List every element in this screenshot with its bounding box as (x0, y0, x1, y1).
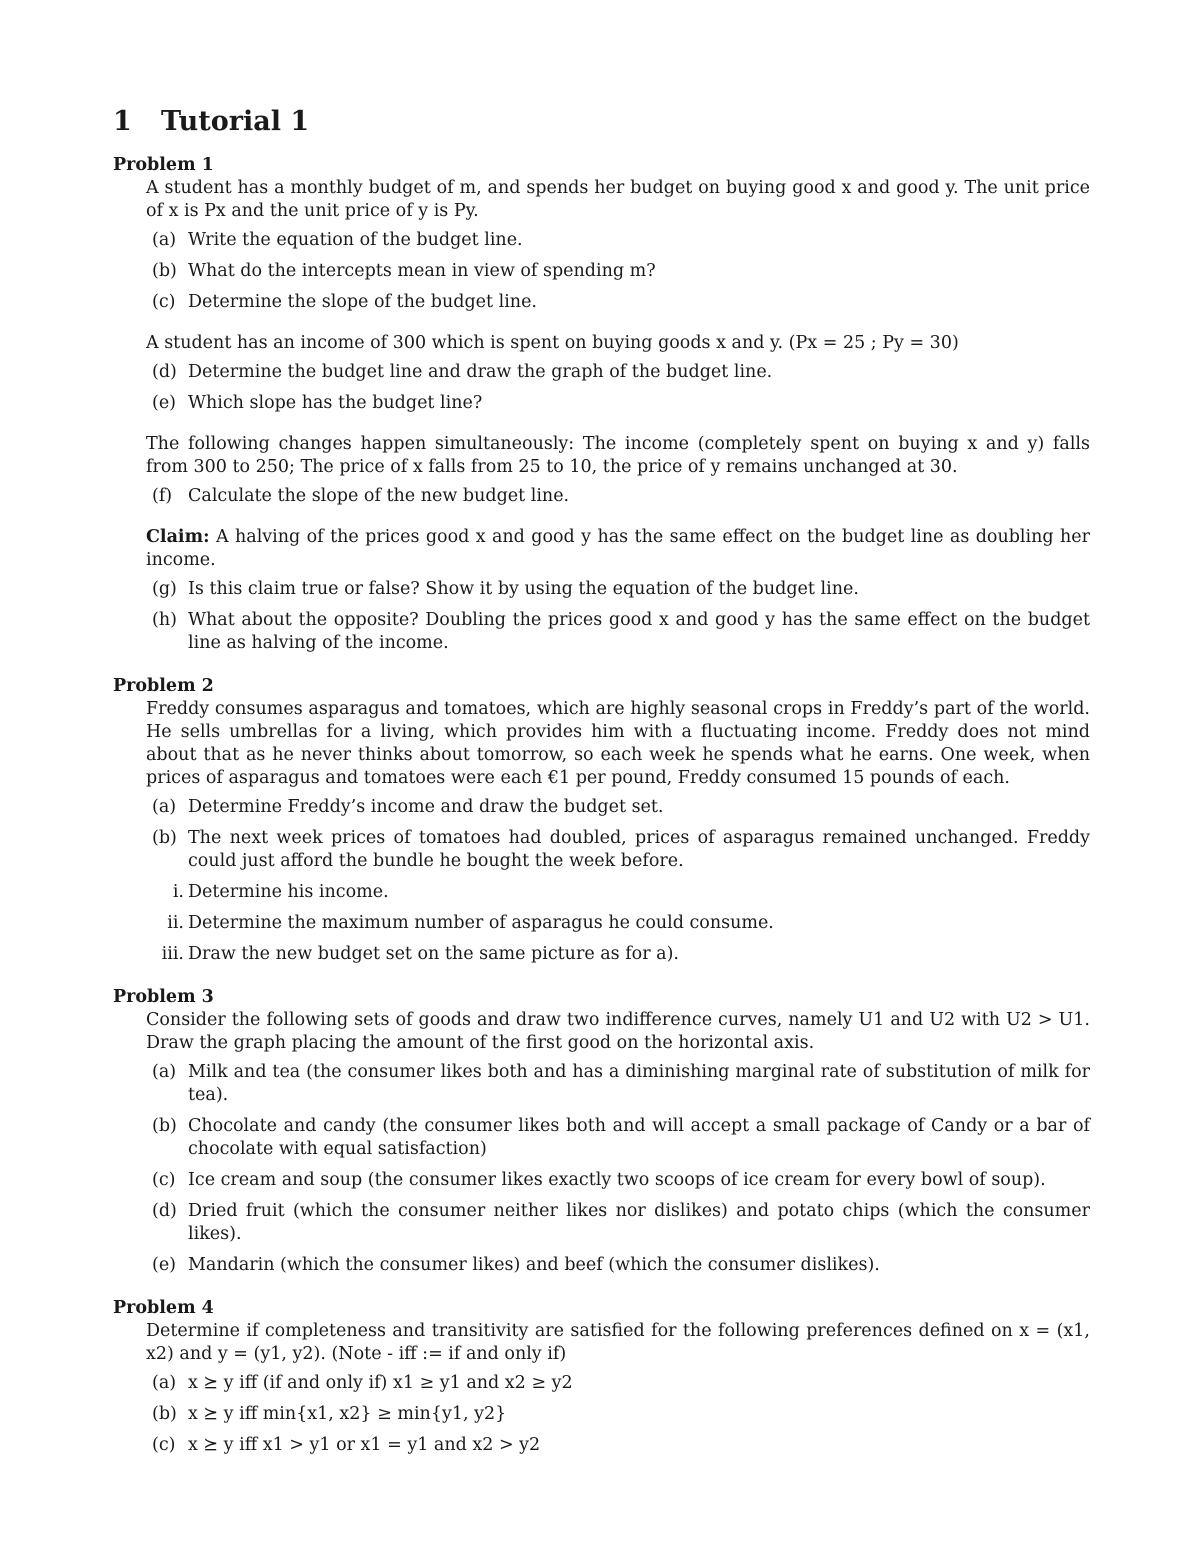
list-item (146, 1434, 1090, 1457)
sub-list-item (146, 881, 1090, 904)
sub-list-item (146, 943, 1090, 966)
claim-text: A halving of the prices good x and good y has the same effect on the budget line as doubling her income. (146, 527, 1090, 570)
problem-1-list-3 (146, 485, 1090, 508)
list-item (146, 1403, 1090, 1426)
list-item (146, 1200, 1090, 1246)
list-item (146, 361, 1090, 384)
problem-1-para-3: The following changes happen simultaneously: The income (completely spent on buying x and y) falls from 300 to 250; The price of x falls from 25 to 10, the price of y remains unchanged at 30. (146, 434, 1090, 477)
item-label: (b) (152, 261, 177, 281)
item-text: Dried fruit (which the consumer neither likes nor dislikes) and potato chips (which the consumer likes). (188, 1201, 1090, 1244)
list-item (146, 1372, 1090, 1395)
list-item (146, 229, 1090, 252)
problem-1-list-2 (146, 361, 1090, 415)
item-text: x ⪰ y iff x1 > y1 or x1 = y1 and x2 > y2 (188, 1435, 541, 1455)
document-page (113, 104, 1090, 1465)
problem-2-intro: Freddy consumes asparagus and tomatoes, which are highly seasonal crops in Freddy’s part of the world. He sells umbrellas for a living, which provides him with a fluctuating income. Freddy does not mind about that as he never thinks about tomorrow, so each week he spends what he earns. One week, when prices of asparagus and tomatoes were each €1 per pound, Freddy consumed 15 pounds of each. (146, 699, 1090, 788)
item-label: (a) (152, 1062, 177, 1082)
item-text: Determine the budget line and draw the graph of the budget line. (188, 362, 773, 382)
item-label: (e) (152, 393, 177, 413)
item-text: Calculate the slope of the new budget line. (188, 486, 570, 506)
problem-1-list-1 (146, 229, 1090, 314)
item-label: (b) (152, 1404, 177, 1424)
item-label: (a) (152, 797, 177, 817)
item-text: Determine the slope of the budget line. (188, 292, 537, 312)
item-label: (g) (152, 579, 177, 599)
item-label: (c) (152, 292, 176, 312)
list-item (146, 392, 1090, 415)
list-item (146, 485, 1090, 508)
item-label: (f) (152, 486, 173, 506)
list-item (146, 1061, 1090, 1107)
item-label: (d) (152, 1201, 177, 1221)
problem-2-body (146, 698, 1090, 966)
list-item (146, 609, 1090, 655)
item-label: (b) (152, 828, 177, 848)
item-label: (a) (152, 230, 177, 250)
problem-1-claim (146, 526, 1090, 572)
item-text: Milk and tea (the consumer likes both and has a diminishing marginal rate of substitution of milk for tea). (188, 1062, 1090, 1105)
item-text: Draw the new budget set on the same picture as for a). (188, 944, 679, 964)
item-text: x ⪰ y iff min{x1, x2} ≥ min{y1, y2} (188, 1404, 507, 1424)
item-text: Determine the maximum number of asparagus he could consume. (188, 913, 774, 933)
item-text: Ice cream and soup (the consumer likes exactly two scoops of ice cream for every bowl of soup). (188, 1170, 1046, 1190)
item-label: (d) (152, 362, 177, 382)
list-item (146, 827, 1090, 873)
section-number: 1 (113, 106, 132, 137)
problem-3-body (146, 1009, 1090, 1277)
item-text: Chocolate and candy (the consumer likes both and will accept a small package of Candy or a bar of chocolate with equal satisfaction) (188, 1116, 1090, 1159)
item-text: The next week prices of tomatoes had doubled, prices of asparagus remained unchanged. Freddy could just afford the bundle he bought the week before. (188, 828, 1090, 871)
item-text: Determine his income. (188, 882, 389, 902)
problem-1-heading: Problem 1 (113, 155, 214, 175)
list-item (146, 1169, 1090, 1192)
item-text: What do the intercepts mean in view of spending m? (188, 261, 656, 281)
list-item (146, 291, 1090, 314)
item-label: (c) (152, 1170, 176, 1190)
item-text: Write the equation of the budget line. (188, 230, 523, 250)
problem-3-heading: Problem 3 (113, 987, 214, 1007)
item-text: Which slope has the budget line? (188, 393, 483, 413)
problem-4-body (146, 1320, 1090, 1457)
item-label: (h) (152, 610, 177, 630)
problem-1-para-2: A student has an income of 300 which is spent on buying goods x and y. (Px = 25 ; Py = 30) (146, 333, 959, 353)
problem-1-intro: A student has a monthly budget of m, and spends her budget on buying good x and good y. The unit price of x is Px and the unit price of y is Py. (146, 178, 1090, 221)
item-text: What about the opposite? Doubling the prices good x and good y has the same effect on the budget line as halving of the income. (188, 610, 1090, 653)
sub-list-item (146, 912, 1090, 935)
list-item (146, 1254, 1090, 1277)
item-text: Mandarin (which the consumer likes) and beef (which the consumer dislikes). (188, 1255, 880, 1275)
list-item (146, 796, 1090, 819)
problem-1-body (146, 177, 1090, 655)
item-label: (b) (152, 1116, 177, 1136)
section-heading (113, 104, 1090, 140)
section-title: Tutorial 1 (161, 106, 310, 137)
item-label: i. (172, 882, 184, 902)
item-label: (a) (152, 1373, 177, 1393)
item-label: iii. (161, 944, 184, 964)
item-text: x ⪰ y iff (if and only if) x1 ≥ y1 and x2 ≥ y2 (188, 1373, 573, 1393)
problem-3-intro: Consider the following sets of goods and draw two indifference curves, namely U1 and U2 with U2 > U1. Draw the graph placing the amount of the first good on the horizontal axis. (146, 1010, 1090, 1053)
list-item (146, 260, 1090, 283)
list-item (146, 578, 1090, 601)
item-label: (c) (152, 1435, 176, 1455)
problem-4-heading: Problem 4 (113, 1298, 214, 1318)
list-item (146, 1115, 1090, 1161)
item-label: (e) (152, 1255, 177, 1275)
item-text: Is this claim true or false? Show it by using the equation of the budget line. (188, 579, 859, 599)
item-label: ii. (167, 913, 184, 933)
item-text: Determine Freddy’s income and draw the budget set. (188, 797, 664, 817)
claim-label: Claim: (146, 527, 210, 547)
problem-4-intro: Determine if completeness and transitivity are satisfied for the following preferences defined on x = (x1, x2) and y = (y1, y2). (Note - iff := if and only if) (146, 1321, 1090, 1364)
problem-1-list-4 (146, 578, 1090, 655)
problem-2-heading: Problem 2 (113, 676, 214, 696)
